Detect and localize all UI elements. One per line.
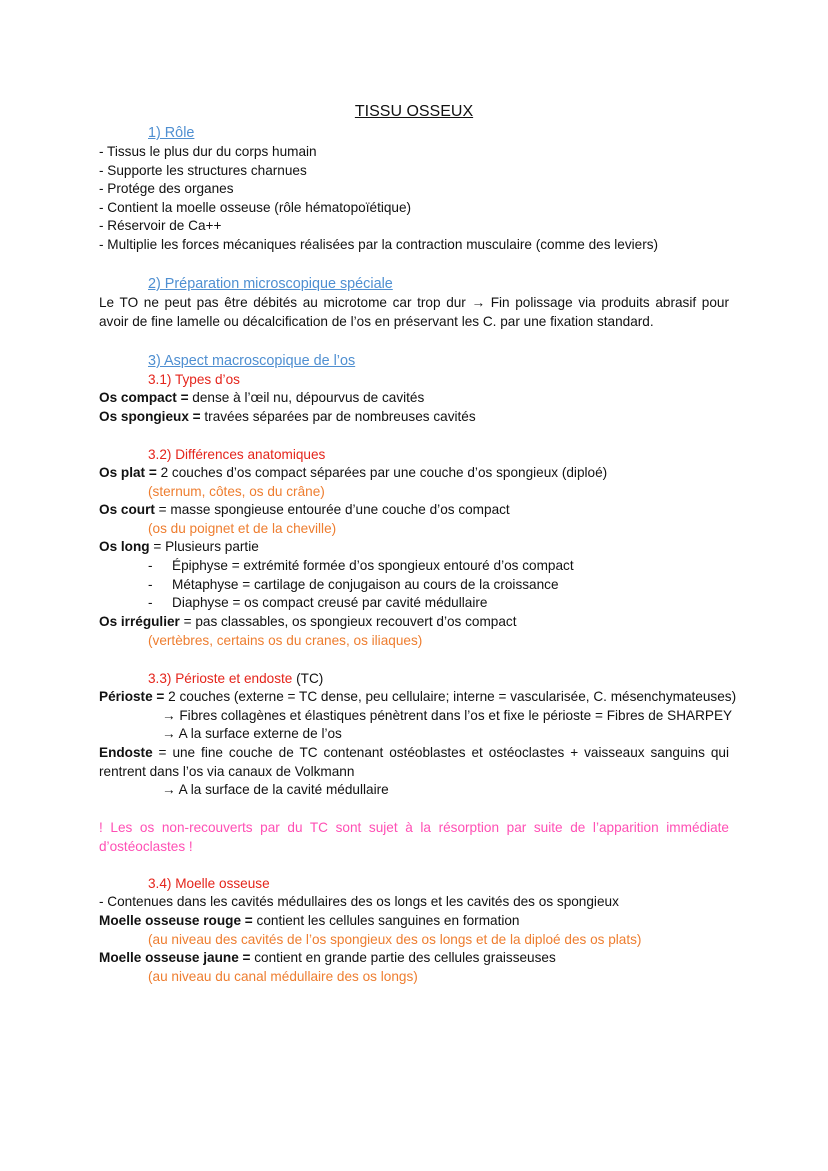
section-1-heading: 1) Rôle <box>148 125 195 141</box>
section-3-heading: 3) Aspect macroscopique de l’os <box>148 353 356 369</box>
term: Os spongieux = <box>99 409 201 424</box>
definition-moelle-rouge <box>99 912 520 930</box>
term: Os compact = <box>99 390 189 405</box>
moelle-intro: - Contenues dans les cavités médullaires des os longs et les cavités des os spongieux <box>99 894 619 909</box>
example-text: (os du poignet et de la cheville) <box>148 521 337 536</box>
term: Endoste <box>99 745 153 760</box>
heading-suffix: (TC) <box>292 671 324 686</box>
list-item-text: Métaphyse = cartilage de conjugaison au cours de la croissance <box>172 577 559 592</box>
definition: dense à l’œil nu, dépourvus de cavités <box>188 390 425 405</box>
subsection-3-3-heading <box>148 670 323 688</box>
section-2-heading: 2) Préparation microscopique spéciale <box>148 276 393 292</box>
definition-moelle-jaune <box>99 949 556 967</box>
definition: = Plusieurs partie <box>149 539 259 554</box>
arrow-note: → A la surface de la cavité médullaire <box>162 782 389 797</box>
definition-os-irregulier <box>99 613 516 631</box>
term: Os plat = <box>99 465 157 480</box>
term: Moelle osseuse jaune = <box>99 950 251 965</box>
definition-endoste-continued: rentrent dans l’os via canaux de Volkmann <box>99 764 355 779</box>
subsection-3-1-heading: 3.1) Types d’os <box>148 372 240 387</box>
role-item: - Réservoir de Ca++ <box>99 218 222 233</box>
page-title: TISSU OSSEUX <box>354 103 474 120</box>
definition: contient en grande partie des cellules graisseuses <box>250 950 556 965</box>
term: Os court <box>99 502 155 517</box>
bullet-dash: - <box>148 595 153 610</box>
bullet-dash: - <box>148 577 153 592</box>
list-item <box>148 594 487 612</box>
definition-os-court <box>99 501 510 519</box>
heading-text: 3.3) Périoste et endoste <box>148 671 293 686</box>
definition: 2 couches d’os compact séparées par une couche d’os spongieux (diploé) <box>156 465 608 480</box>
subsection-3-4-heading: 3.4) Moelle osseuse <box>148 876 270 891</box>
example-text: (sternum, côtes, os du crâne) <box>148 484 325 499</box>
warning-note-line: d’ostéoclastes ! <box>99 839 193 854</box>
example-text: (au niveau des cavités de l’os spongieux des os longs et de la diploé des os plats) <box>148 932 642 947</box>
definition: contient les cellules sanguines en formation <box>252 913 520 928</box>
preparation-text-line: Le TO ne peut pas être débités au microtome car trop dur → Fin polissage via produits abrasif pour <box>99 295 729 310</box>
role-item: - Protége des organes <box>99 181 234 196</box>
definition-os-spongieux <box>99 408 476 426</box>
example-text: (vertèbres, certains os du cranes, os iliaques) <box>148 633 423 648</box>
definition: travées séparées par de nombreuses cavités <box>200 409 476 424</box>
bullet-dash: - <box>148 558 153 573</box>
list-item <box>148 576 559 594</box>
list-item-text: Épiphyse = extrémité formée d’os spongieux entouré d’os compact <box>172 558 574 573</box>
term: Os long <box>99 539 150 554</box>
definition: = pas classables, os spongieux recouvert d’os compact <box>179 614 517 629</box>
list-item <box>148 557 574 575</box>
definition-perioste <box>99 688 736 706</box>
role-item: - Multiplie les forces mécaniques réalisées par la contraction musculaire (comme des leviers) <box>99 237 659 252</box>
definition-os-plat <box>99 464 607 482</box>
preparation-text-line: avoir de fine lamelle ou décalcification de l’os en préservant les C. par une fixation standard. <box>99 314 654 329</box>
role-item: - Supporte les structures charnues <box>99 163 307 178</box>
term: Périoste = <box>99 689 165 704</box>
definition-endoste <box>99 744 729 762</box>
definition: = masse spongieuse entourée d’une couche d’os compact <box>154 502 510 517</box>
arrow-note: → Fibres collagènes et élastiques pénètrent dans l’os et fixe le périoste = Fibres de SHARPEY <box>162 708 733 723</box>
role-item: - Contient la moelle osseuse (rôle hématopoïétique) <box>99 200 412 215</box>
definition-os-compact <box>99 389 424 407</box>
definition: 2 couches (externe = TC dense, peu cellulaire; interne = vascularisée, C. mésenchymateuses) <box>164 689 737 704</box>
arrow-note: → A la surface externe de l’os <box>162 726 342 741</box>
term: Moelle osseuse rouge = <box>99 913 253 928</box>
definition-os-long <box>99 538 259 556</box>
role-item: - Tissus le plus dur du corps humain <box>99 144 317 159</box>
subsection-3-2-heading: 3.2) Différences anatomiques <box>148 447 326 462</box>
list-item-text: Diaphyse = os compact creusé par cavité médullaire <box>172 595 488 610</box>
term: Os irrégulier <box>99 614 180 629</box>
definition: = une fine couche de TC contenant ostéoblastes et ostéoclastes + vaisseaux sanguins qui <box>152 745 729 760</box>
warning-note-line: ! Les os non-recouverts par du TC sont sujet à la résorption par suite de l’apparition immédiate <box>99 820 729 835</box>
example-text: (au niveau du canal médullaire des os longs) <box>148 969 418 984</box>
